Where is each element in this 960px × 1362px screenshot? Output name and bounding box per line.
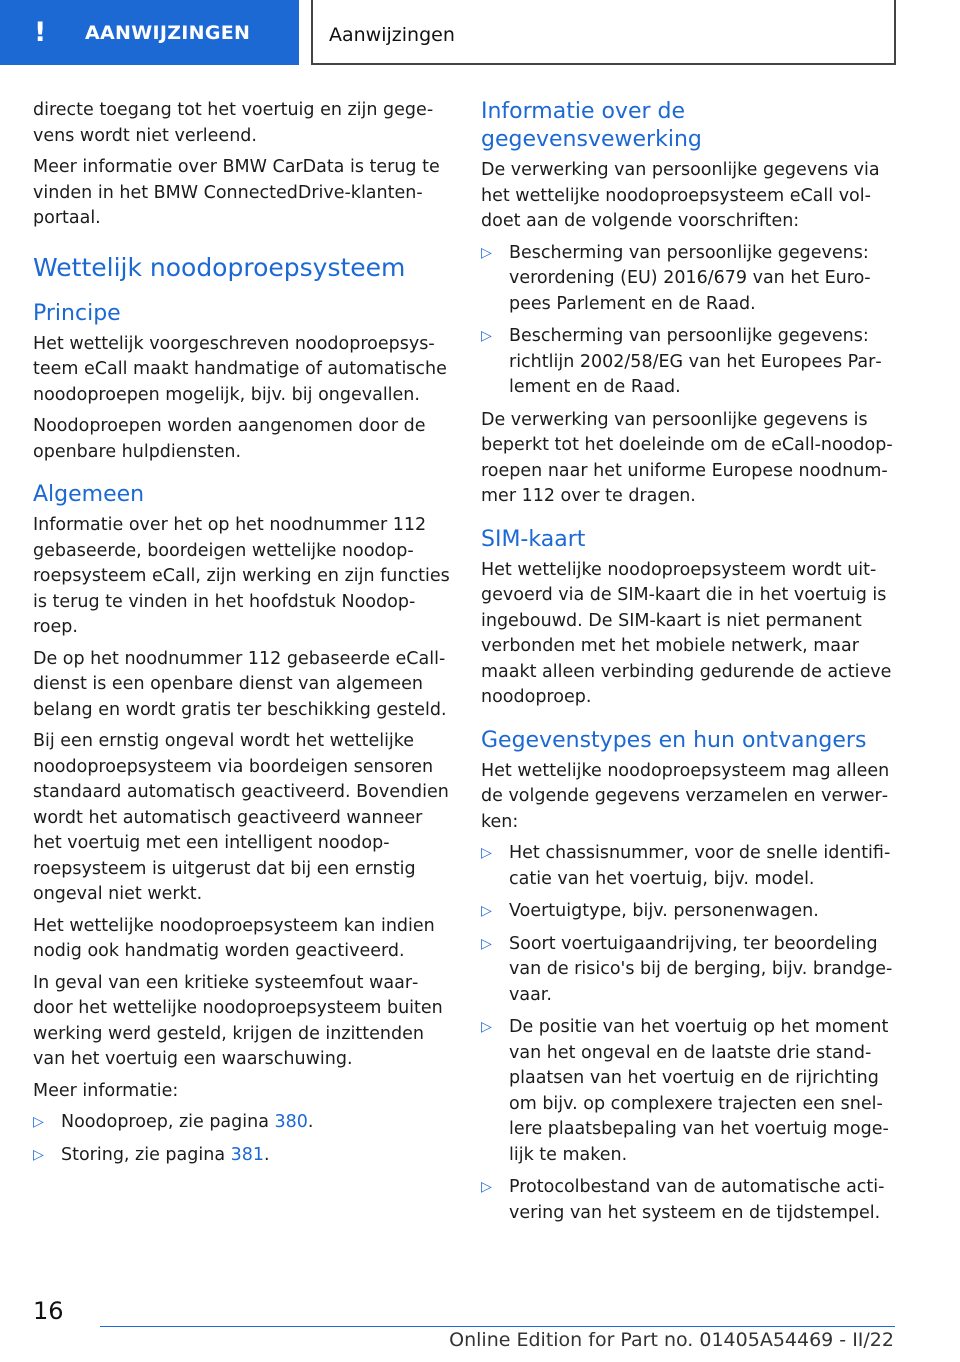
bullet-triangle-icon: ▷ [481, 1019, 492, 1035]
list-item-text: Storing, zie pagina [61, 1144, 231, 1165]
bullet-triangle-icon: ▷ [481, 935, 492, 952]
data-types-list [481, 841, 898, 1226]
bullet-triangle-icon: ▷ [481, 845, 492, 861]
page-number: 16 [33, 1297, 64, 1325]
paragraph: Het wettelijke noodoproepsysteem kan indien nodig ook handmatig worden geactiveerd. [33, 915, 435, 961]
list-item-text: Soort voertuigaandrijving, ter beoordeling van de risico's bij de berging, bijv. brandgevaar. [509, 933, 893, 1005]
list-item [481, 241, 898, 318]
list-item-text: Voertuigtype, bijv. personenwagen. [509, 901, 819, 921]
bullet-triangle-icon: ▷ [481, 328, 492, 344]
left-column [33, 98, 450, 1175]
right-column [481, 98, 898, 1233]
list-item [481, 932, 898, 1009]
paragraph: Het wettelijke noodoproepsysteem wordt uitgevoerd via de SIM-kaart die in het voertuig is ingebouwd. De SIM-kaart is niet permanent verbonden met het mobiele netwerk, maar maakt alleen verbinding gedurende de actieve noodoproep. [481, 559, 892, 707]
paragraph: In geval van een kritieke systeemfout waardoor het wettelijke noodoproepsysteem buiten werking werd gesteld, krijgen de inzittenden van het voertuig een waarschuwing. [33, 972, 443, 1069]
list-item [481, 324, 898, 401]
section-header [311, 0, 896, 65]
warning-icon: ! [34, 17, 47, 48]
heading-principle: Principe [33, 300, 121, 326]
paragraph: Noodoproepen worden aangenomen door de openbare hulpdiensten. [33, 416, 426, 462]
bullet-triangle-icon: ▷ [33, 1146, 44, 1163]
list-item-text: Bescherming van persoonlijke gegevens: verordening (EU) 2016/679 van het Europees Parlement en de Raad. [509, 242, 871, 314]
section-title: Aanwijzingen [329, 24, 455, 46]
bullet-triangle-icon: ▷ [33, 1114, 44, 1130]
list-item-text: Protocolbestand van de automatische activering van het systeem en de tijdstempel. [509, 1177, 885, 1223]
list-item [481, 1015, 898, 1168]
bullet-triangle-icon: ▷ [481, 903, 492, 919]
paragraph: De verwerking van persoonlijke gegevens is beperkt tot het doeleinde om de eCall-noodoproepen naar het uniforme Europese noodnummer 112 over te dragen. [481, 409, 893, 506]
list-item [481, 899, 898, 925]
heading-sim-card: SIM-kaart [481, 526, 586, 552]
chapter-tab[interactable] [0, 0, 299, 65]
heading-data-processing: Informatie over de gegevensvewerking [481, 99, 702, 152]
edition-footer: Online Edition for Part no. 01405A54469 - II/22 [449, 1329, 894, 1351]
paragraph: Bij een ernstig ongeval wordt het wettelijke noodoproepsysteem via boordeigen sensoren standaard automatisch geactiveerd. Bovendien wordt het automatisch geactiveerd wanneer het voertuig met een intelligent noodoproepsysteem is uitgerust dat bij een ernstig ongeval niet werkt. [33, 731, 449, 904]
heading-data-types: Gegevenstypes en hun ontvangers [481, 727, 867, 753]
list-item-end: . [307, 1112, 314, 1132]
paragraph: Het wettelijk voorgeschreven noodoproepsysteem eCall maakt handmatige of automatische noodoproepen mogelijk, bijv. bij ongevallen. [33, 333, 447, 405]
paragraph: De verwerking van persoonlijke gegevens via het wettelijke noodoproepsysteem eCall voldoet aan de volgende voorschriften: [481, 160, 880, 231]
paragraph: Informatie over het op het noodnummer 112 gebaseerde, boordeigen wettelijke noodoproepsysteem eCall, zijn werking en zijn functies is terug te vinden in het hoofdstuk Noodoproep. [33, 515, 450, 637]
list-item [33, 1143, 450, 1169]
footer-divider [100, 1326, 895, 1327]
list-item-text: De positie van het voertuig op het moment van het ongeval en de laatste drie standplaatsen van het voertuig en de rijrichting om bijv. op complexere trajecten een snellere plaatsbepaling van het voertuig mogelijk te maken. [509, 1017, 889, 1165]
list-item-end: . [264, 1144, 270, 1165]
heading-legal-emergency-call: Wettelijk noodoproepsysteem [33, 252, 406, 282]
regulations-list [481, 241, 898, 401]
list-item-text: Bescherming van persoonlijke gegevens: richtlijn 2002/58/EG van het Europees Parlement en de Raad. [509, 326, 882, 397]
bullet-triangle-icon: ▷ [481, 244, 492, 261]
paragraph: Meer informatie over BMW CarData is terug te vinden in het BMW ConnectedDrive-klantenportaal. [33, 157, 440, 228]
page-link-381[interactable]: 381 [230, 1144, 265, 1165]
paragraph: Het wettelijke noodoproepsysteem mag alleen de volgende gegevens verzamelen en verwerken: [481, 760, 890, 832]
paragraph: De op het noodnummer 112 gebaseerde eCall-dienst is een openbare dienst van algemeen belang en wordt gratis ter beschikking gesteld. [33, 648, 447, 720]
list-item-text: Noodoproep, zie pagina [61, 1112, 275, 1132]
paragraph: directe toegang tot het voertuig en zijn gegevens wordt niet verleend. [33, 100, 434, 146]
list-item [33, 1110, 450, 1136]
chapter-tab-label: AANWIJZINGEN [85, 21, 251, 44]
heading-general: Algemeen [33, 482, 145, 507]
list-item-text: Het chassisnummer, voor de snelle identificatie van het voertuig, bijv. model. [509, 843, 891, 889]
paragraph: Meer informatie: [33, 1080, 179, 1101]
list-item [481, 841, 898, 892]
page-link-380[interactable]: 380 [274, 1112, 308, 1132]
more-info-list [33, 1110, 450, 1168]
bullet-triangle-icon: ▷ [481, 1179, 492, 1195]
list-item [481, 1175, 898, 1226]
